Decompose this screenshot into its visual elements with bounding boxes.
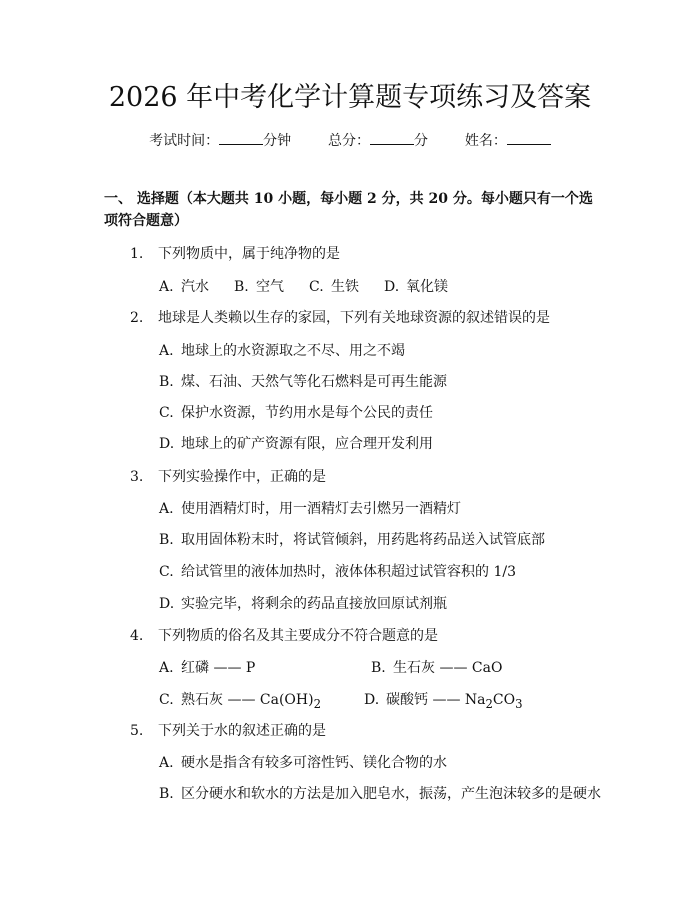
question-number: 1. bbox=[130, 246, 144, 262]
question-text: 地球是人类赖以生存的家园，下列有关地球资源的叙述错误的是 bbox=[158, 310, 550, 326]
question-3 bbox=[130, 466, 326, 488]
question-number: 2. bbox=[130, 310, 144, 326]
option-b: B. 煤、石油、天然气等化石燃料是可再生能源 bbox=[159, 374, 447, 390]
option-b: B. 取用固体粉末时，将试管倾斜，用药匙将药品送入试管底部 bbox=[159, 532, 545, 548]
option-c: C. 生铁 bbox=[309, 279, 359, 295]
time-blank bbox=[219, 130, 263, 145]
score-unit: 分 bbox=[414, 133, 428, 149]
option-b: B. 生石灰 —— CaO bbox=[371, 660, 503, 676]
option-b: B. 空气 bbox=[234, 279, 284, 295]
question-text: 下列实验操作中，正确的是 bbox=[158, 469, 326, 485]
question-4-options-row2 bbox=[159, 689, 523, 715]
time-label: 考试时间： bbox=[149, 133, 220, 149]
question-number: 5. bbox=[130, 723, 144, 739]
option-b: B. 区分硬水和软水的方法是加入肥皂水，振荡，产生泡沫较多的是硬水 bbox=[159, 786, 601, 802]
name-label: 姓名： bbox=[464, 133, 507, 149]
name-blank bbox=[507, 130, 551, 145]
option-c: C. 保护水资源，节约用水是每个公民的责任 bbox=[159, 405, 433, 421]
question-1-options bbox=[159, 276, 448, 298]
question-text: 下列物质中，属于纯净物的是 bbox=[158, 246, 340, 262]
option-a: A. 红磷 —— P bbox=[159, 660, 256, 676]
question-4-options-row1 bbox=[159, 657, 502, 679]
time-unit: 分钟 bbox=[263, 133, 292, 149]
score-blank bbox=[370, 130, 414, 145]
question-text: 下列物质的俗名及其主要成分不符合题意的是 bbox=[158, 628, 438, 644]
question-5 bbox=[130, 720, 326, 742]
section-heading: 一、 选择题（本大题共 10 小题，每小题 2 分，共 20 分。每小题只有一个选项符合题意） bbox=[104, 191, 593, 229]
option-a: A. 地球上的水资源取之不尽、用之不竭 bbox=[159, 343, 405, 359]
option-d: D. 碳酸钙 —— $Na_2CO_3$ bbox=[364, 692, 523, 711]
option-c: C. 熟石灰 —— $Ca(OH)_2$ bbox=[159, 692, 321, 711]
exam-meta bbox=[0, 130, 700, 152]
question-1 bbox=[130, 243, 340, 265]
question-number: 3. bbox=[130, 469, 144, 485]
question-text: 下列关于水的叙述正确的是 bbox=[158, 723, 326, 739]
option-c: C. 给试管里的液体加热时，液体体积超过试管容积的 1/3 bbox=[159, 564, 516, 580]
question-4 bbox=[130, 625, 438, 647]
question-number: 4. bbox=[130, 628, 144, 644]
score-label: 总分： bbox=[328, 133, 370, 149]
page-title: 2026 年中考化学计算题专项练习及答案 bbox=[108, 82, 592, 113]
option-a: A. 汽水 bbox=[159, 279, 209, 295]
option-a: A. 使用酒精灯时，用一酒精灯去引燃另一酒精灯 bbox=[159, 501, 461, 517]
option-d: D. 实验完毕，将剩余的药品直接放回原试剂瓶 bbox=[159, 596, 447, 612]
option-a: A. 硬水是指含有较多可溶性钙、镁化合物的水 bbox=[159, 755, 447, 771]
option-d: D. 地球上的矿产资源有限，应合理开发利用 bbox=[159, 436, 433, 452]
option-d: D. 氧化镁 bbox=[384, 279, 448, 295]
question-2 bbox=[130, 307, 550, 329]
